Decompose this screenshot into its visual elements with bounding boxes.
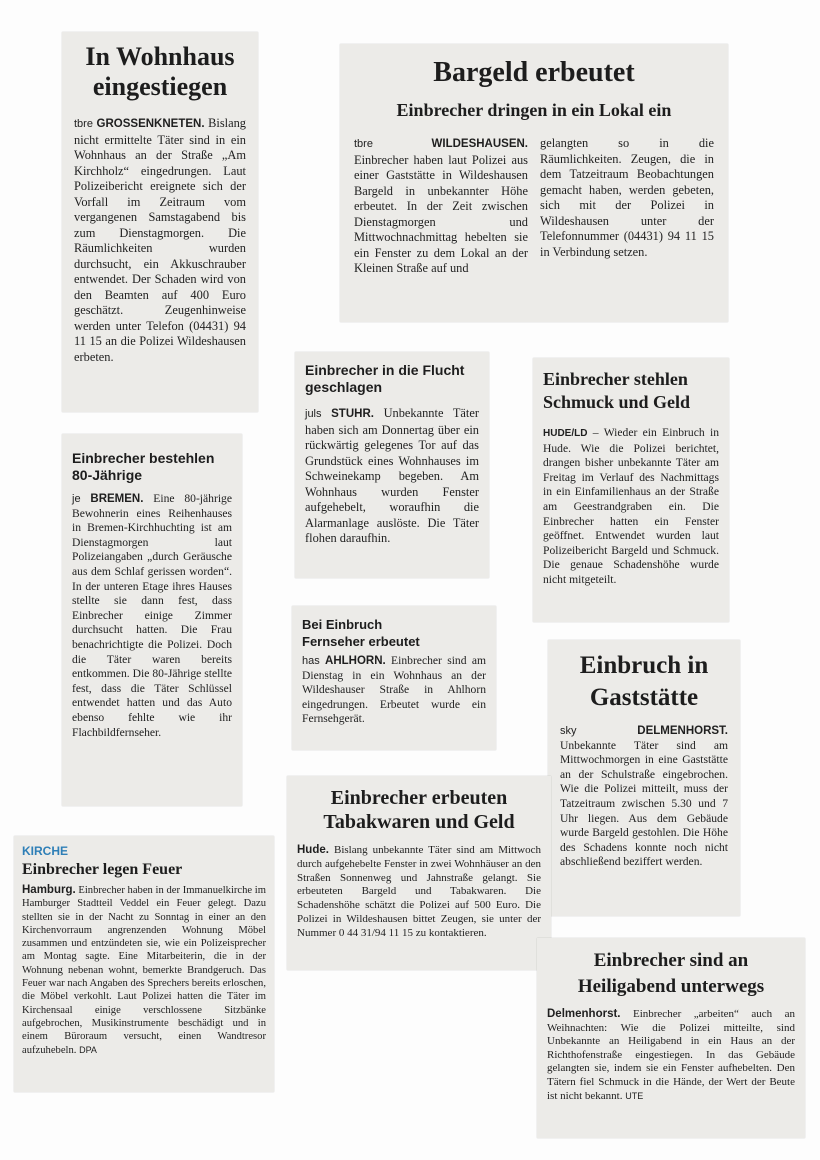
article-body: [560, 724, 728, 870]
clipping-schmuck: [533, 358, 729, 622]
headline: In Wohnhaus eingestiegen: [85, 42, 235, 101]
article-body: [547, 1008, 795, 1103]
headline: Einbrecher in die Flucht geschlagen: [305, 362, 465, 395]
article-body: [74, 116, 246, 365]
dateline: WILDESHAUSEN.: [431, 138, 528, 150]
dateline: AHLHORN.: [325, 655, 386, 667]
source-credit: DPA: [79, 1044, 97, 1055]
headline: Einbrecher stehlen Schmuck und Geld: [543, 369, 691, 412]
body-text: Einbrecher haben laut Polizei aus einer Gaststätte in Wildeshausen Bargeld in unbekannter Höhe erbeutet. In der Zeit zwischen Dienstagmorgen und Mittwochnachmittag hebelten sie ein Fenster zu dem Lokal an der Kleinen Straße auf und: [354, 152, 528, 275]
dateline: Hamburg.: [22, 884, 76, 896]
article-body: [305, 406, 479, 547]
author-tag: sky: [560, 725, 577, 737]
clipping-wohnhaus: [62, 32, 258, 412]
body-text: Einbrecher „arbeiten“ auch an Weihnachten: Wie die Polizei mitteilte, sind Unbekannte an Heiligabend in ein Haus an der Richthofenstraße eingestiegen. In das Gebäude gelangten sie, indem sie ein Fenster aufhebelten. Den Tätern fiel Schmuck in die Hände, der Wert der Beute ist nicht bekannt.: [547, 1008, 795, 1102]
clipping-gaststaette: [548, 640, 740, 916]
author-tag: has: [302, 655, 320, 667]
dateline: BREMEN.: [90, 493, 144, 505]
headline: Einbrecher bestehlen 80-Jährige: [72, 450, 215, 483]
dateline: Hude.: [297, 844, 329, 856]
author-tag: tbre: [354, 138, 373, 150]
body-text: Unbekannte Täter sind am Mittwochmorgen in eine Gaststätte an der Schulstraße eingebrochen. Wie die Polizei mitteilt, muss der Tatzeitraum zwischen 5.30 und 7 Uhr liegen. Aus dem Gebäude wurde Bargeld gestohlen. Die Höhe des Schadens konnte noch nicht abschließend beziffert werden.: [560, 738, 728, 869]
body-text: Bislang nicht ermittelte Täter sind in ein Wohnhaus an der Straße „Am Kirchholz“ eingedrungen. Laut Polizeibericht ereignete sich der Vorfall im Zeitraum vom vergangenen Samstagabend bis zum Dienstagmorgen. Die Räumlichkeiten wurden durchsucht, ein Akkuschrauber entwendet. Der Schaden wird von den Beamten auf 400 Euro geschätzt. Zeugenhinweise werden unter Telefon (04431) 94 11 15 an die Polizei Wildeshausen erbeten.: [74, 116, 246, 364]
headline: Bargeld erbeutet: [433, 57, 635, 88]
source-credit: UTE: [625, 1090, 644, 1101]
body-text: Eine 80-jährige Bewohnerin eines Reihenhauses in Bremen-Kirchhuchting ist am Dienstagmorgen laut Polizeiangaben „durch Geräusche aus dem Schlaf gerissen worden“. In der unteren Etage ihres Hauses stellte sie dann fest, dass Einbrecher einige Zimmer durchsucht hatten. Die Frau benachrichtigte die Polizei. Doch die Täter waren bereits entkommen. Die 80-Jährige stellte fest, dass die Täter Schlüssel entwendet hatten und das Auto ebenso fehlte wie ihr Flachbildfernseher.: [72, 492, 233, 739]
dateline: DELMENHORST.: [637, 725, 728, 737]
headline: Einbrecher sind an Heiligabend unterwegs: [577, 950, 765, 997]
clipping-heiligabend: [537, 938, 805, 1138]
author-tag: HUDE/LD: [543, 428, 588, 439]
dateline: GROSSENKNETEN.: [96, 118, 205, 130]
body-text: Einbrecher haben in der Immanuelkirche im Hamburger Stadtteil Veddel ein Feuer gelegt. Dazu stellten sie in der Nacht zu Sonntag in einer an den Kirchenvorraum angrenzenden Wohnung Möbel zusammen und entzündeten sie, wie ein Polizeisprecher am Montag sagte. Eine Mitarbeiterin, die in der Wohnung nebenan wohnt, bemerkte Brandgeruch. Das Feuer war nach Angaben des Sprechers bereits erloschen, die Möbel verkohlt. Laut Polizei hatten die Täter im Kirchensaal einige verschlossene Sitzbänke aufgebrochen, Musikinstrumente beschädigt und in einem Büroraum versucht, einen Wandtresor aufzuhebeln.: [22, 885, 266, 1056]
clipping-tabak: [287, 776, 551, 970]
article-body-col1: [354, 136, 528, 277]
headline: Einbrecher legen Feuer: [22, 861, 183, 878]
article-body: [22, 884, 266, 1057]
clipping-flucht: [295, 352, 489, 578]
author-tag: je: [72, 493, 81, 505]
headline: Einbruch in Gaststätte: [579, 652, 709, 711]
author-tag: tbre: [74, 118, 93, 130]
dateline: STUHR.: [331, 408, 374, 420]
subheadline: Einbrecher dringen in ein Lokal ein: [396, 100, 672, 120]
headline: Bei Einbruch Fernseher erbeutet: [302, 617, 420, 649]
article-body: [543, 426, 719, 588]
clipping-bremen: [62, 434, 242, 806]
clipping-bargeld: [340, 44, 728, 322]
clipping-kirche: [14, 836, 274, 1092]
body-text: Bislang unbekannte Täter sind am Mittwoch durch aufgehebelte Fenster in zwei Wohnhäuser an den Straßen Sonnenweg und Jahnstraße gelangt. Sie erbeuteten Bargeld und Tabakwaren. Die Schadenshöhe schätzt die Polizei auf 500 Euro. Die Polizei in Wildeshausen bittet Zeugen, sie unter der Nummer 0 44 31/94 11 15 zu kontaktieren.: [297, 844, 541, 939]
headline: Einbrecher erbeuten Tabakwaren und Geld: [323, 787, 515, 833]
body-text: – Wieder ein Einbruch in Hude. Wie die Polizei berichtet, drangen bisher unbekannte Täter am Freitag im Verlauf des Nachmittags in ein Einfamilienhaus an der Straße am Geestrandgraben ein. Die Einbrecher hatten ein Fenster geöffnet. Entwendet wurden laut Polizeibericht Bargeld und Schmuck. Die genaue Schadenshöhe wurde nicht mitgeteilt.: [543, 426, 719, 586]
article-body: [302, 654, 486, 727]
body-text: Unbekannte Täter haben sich am Donnertag über ein rückwärtig gelegenes Tor auf das Grundstück eines Wohnhauses im Schweinekamp begeben. Am Wohnhaus wurden Fenster aufgehebelt, woraufhin die Alarmanlage auslöste. Die Täter flohen daraufhin.: [305, 406, 479, 545]
clipping-fernseher: [292, 606, 496, 750]
section-tag: KIRCHE: [22, 844, 69, 858]
article-body-col2: gelangten so in die Räumlichkeiten. Zeugen, die in dem Tatzeitraum Beobachtungen gemacht haben, werden gebeten, sich mit der Polizei in Wildeshausen unter der Telefonnummer (04431) 94 11 15 in Verbindung setzen.: [540, 136, 714, 259]
body-text: Einbrecher sind am Dienstag in ein Wohnhaus an der Wildeshauser Straße in Ahlhorn eingedrungen. Erbeutet wurde ein Fernsehgerät.: [302, 654, 486, 726]
article-body: [297, 844, 541, 941]
dateline: Delmenhorst.: [547, 1008, 621, 1020]
article-body: [72, 492, 232, 740]
author-tag: juls: [305, 408, 322, 420]
